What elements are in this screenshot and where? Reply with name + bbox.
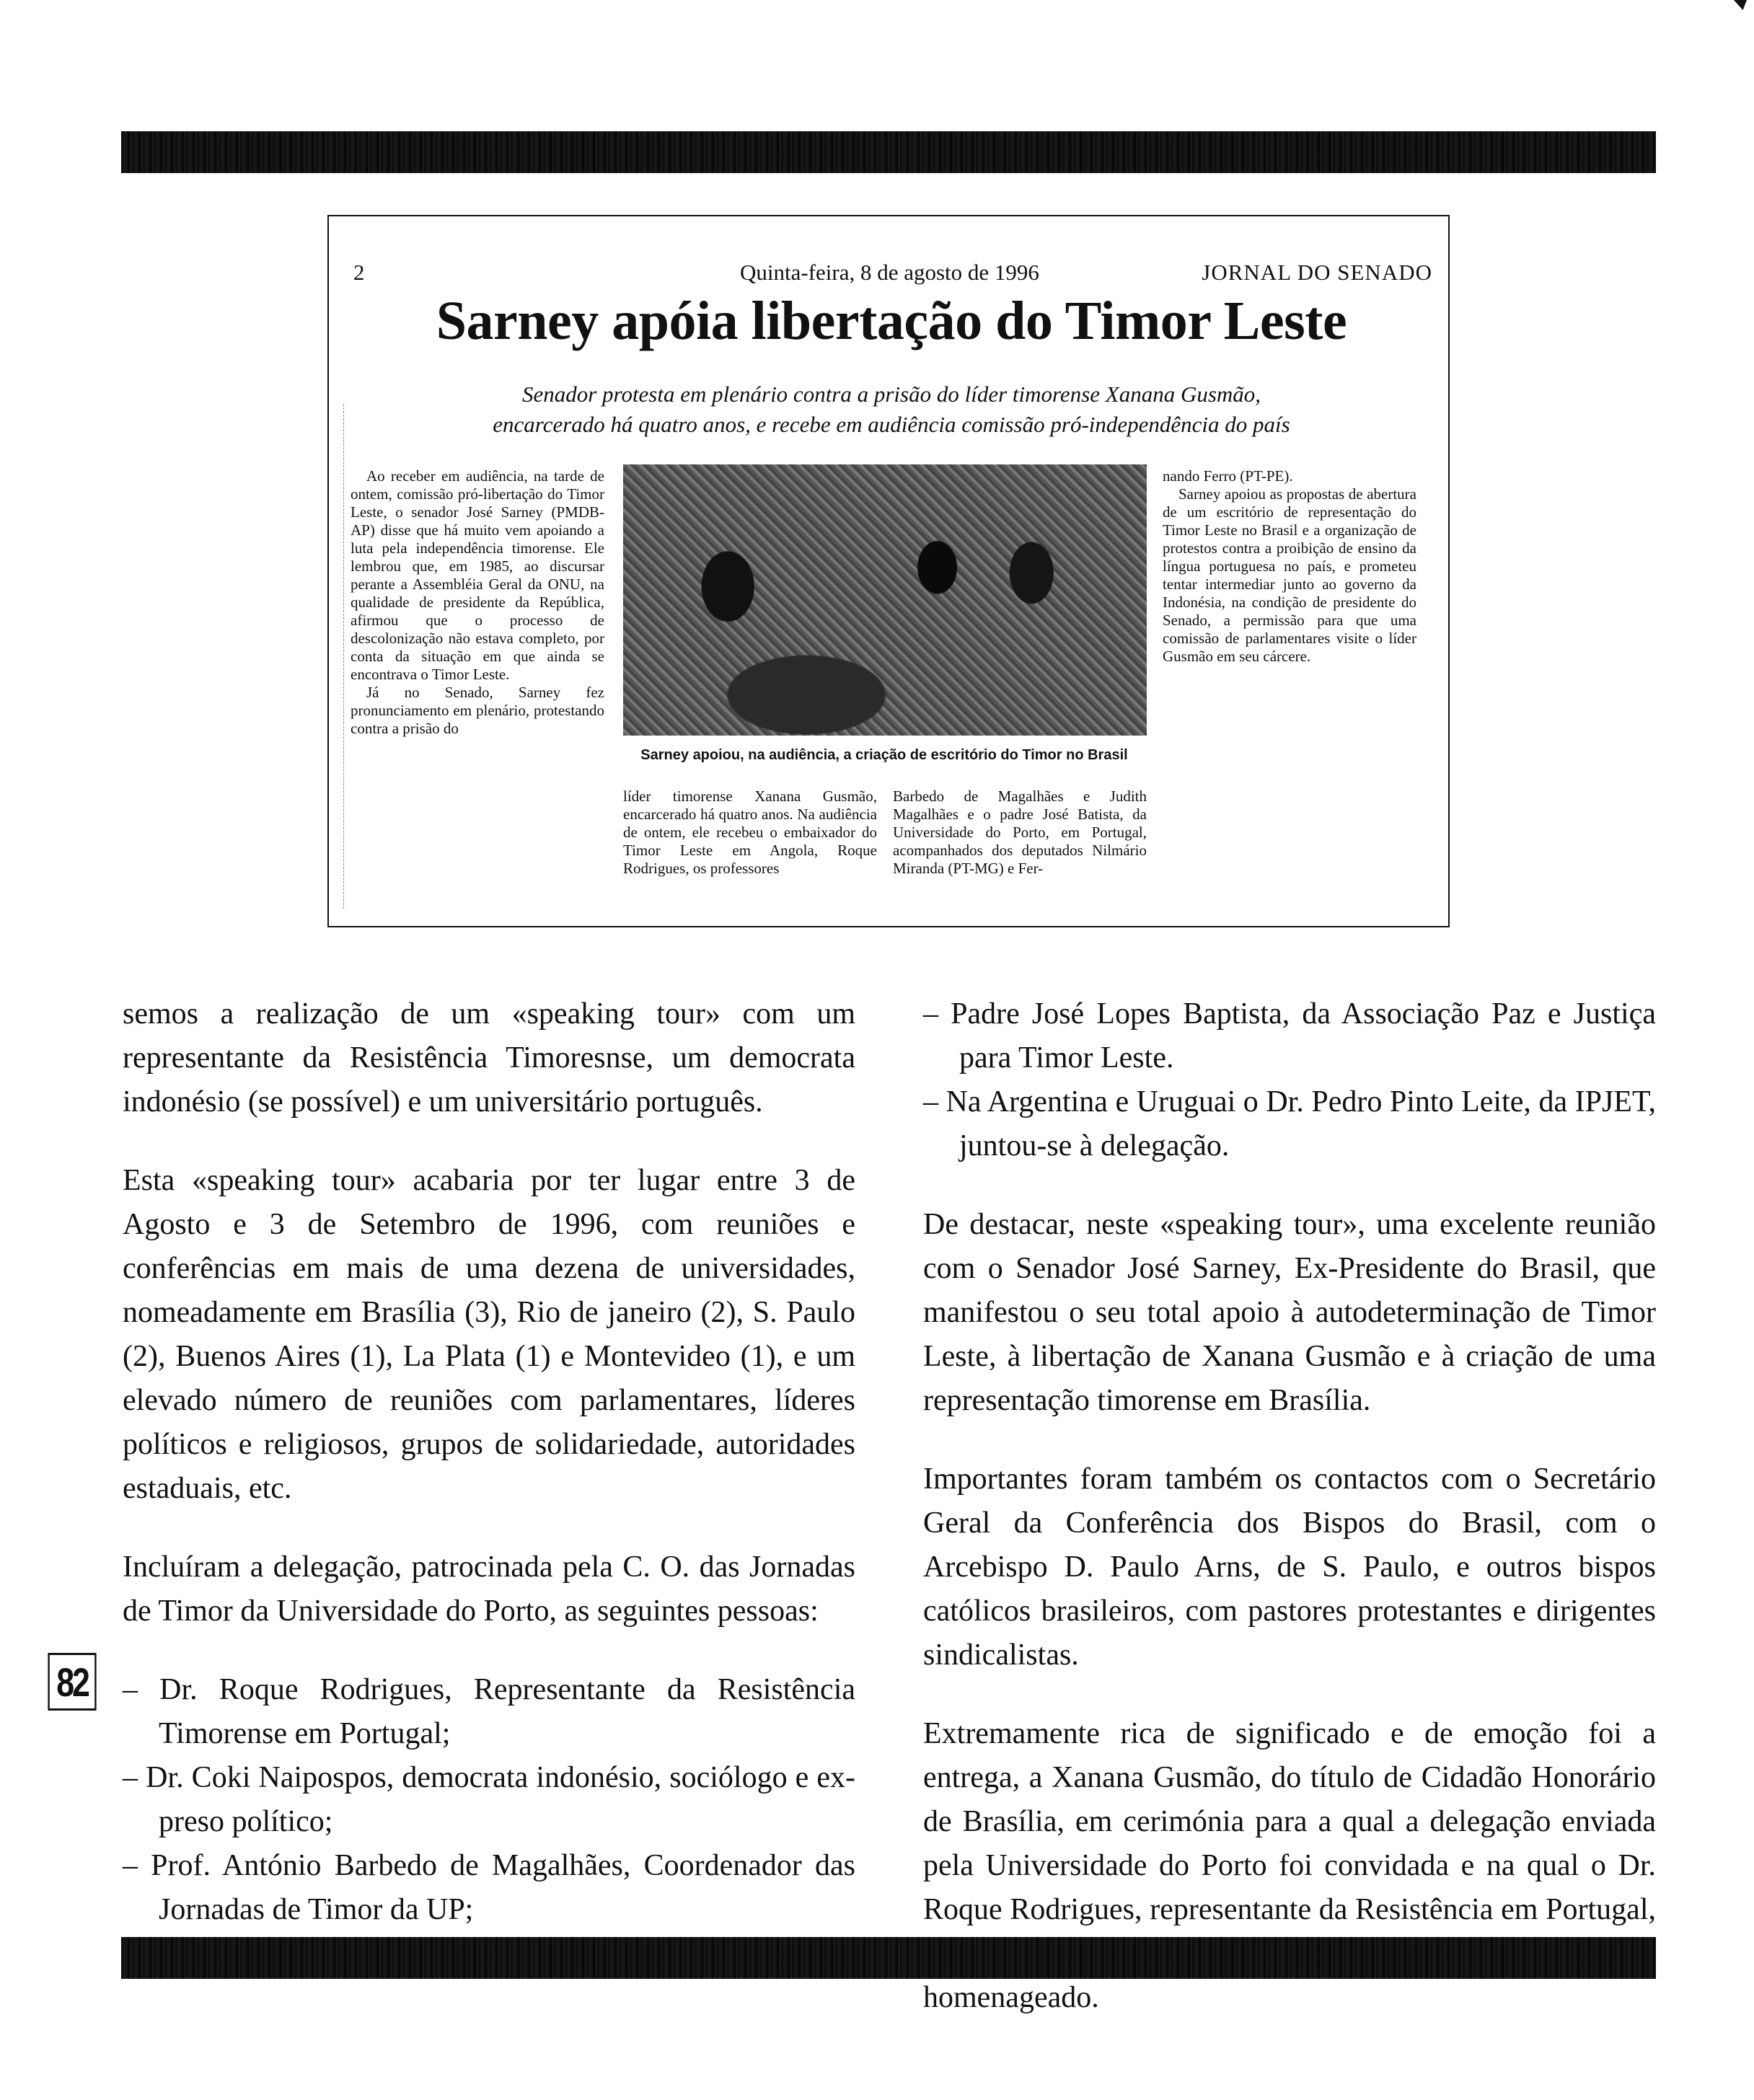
clipping-column-3 <box>893 788 1147 878</box>
body-paragraph: Importantes foram também os contactos com o Secretário Geral da Conferência dos Bispos do Brasil, com o Arcebispo D. Paulo Arns, de S. Paulo, e outros bispos católicos brasileiros, com pastores protestantes e dirigentes sindicalistas. <box>923 1462 1656 1672</box>
body-paragraph: De destacar, neste «speaking tour», uma excelente reunião com o Senador José Sarney, Ex-Presidente do Brasil, que manifestou o seu total apoio à autodeterminação de Timor Leste, à libertação de Xanana Gusmão e à criação de uma representação timorense em Brasília. <box>923 1208 1656 1417</box>
clipping-header <box>351 260 1432 288</box>
clipping-paragraph: Sarney apoiou as propostas de abertura de um escritório de representação do Timor Leste no Brasil e a organização de protestos contra a proibição de ensino da língua portuguesa no país, e prometeu tentar intermediar junto ao governo da Indonésia, na condição de presidente do Senado, a permissão para que uma comissão de parlamentares visite o líder Gusmão em seu cárcere. <box>1163 485 1416 665</box>
clipping-page-number: 2 <box>353 260 365 285</box>
top-decorative-bar <box>121 131 1656 173</box>
page-number-box: 82 <box>48 1653 96 1711</box>
newspaper-name: JORNAL DO SENADO <box>1202 260 1432 285</box>
clipping-paragraph: nando Ferro (PT-PE). <box>1163 467 1293 485</box>
list-item: – Dr. Roque Rodrigues, Representante da Resistência Timorense em Portugal; <box>123 1668 855 1756</box>
clipping-paragraph: Barbedo de Magalhães e Judith Magalhães e o padre José Batista, da Universidade do Porto, em Portugal, acompanhados dos deputados Nilmário Miranda (PT-MG) e Fer- <box>893 788 1147 877</box>
subhead-line-1: Senador protesta em plenário contra a prisão do líder timorense Xanana Gusmão, <box>521 381 1261 407</box>
body-column-left <box>123 992 855 1932</box>
bottom-decorative-bar <box>121 1937 1656 1979</box>
newspaper-clipping <box>327 215 1450 927</box>
clipping-subhead <box>351 379 1432 440</box>
column-divider <box>343 404 344 909</box>
subhead-line-2: encarcerado há quatro anos, e recebe em audiência comissão pró-independência do país <box>493 412 1290 437</box>
list-item: – Padre José Lopes Baptista, da Associação Paz e Justiça para Timor Leste. <box>923 992 1656 1080</box>
corner-mark <box>1734 0 1747 10</box>
audience-photo <box>623 464 1147 736</box>
clipping-paragraph: Ao receber em audiência, na tarde de ontem, comissão pró-libertação do Timor Leste, o senador José Sarney (PMDB-AP) disse que há muito vem apoiando a luta pela independência timorense. Ele lembrou que, em 1985, ao discursar perante a Assembléia Geral da ONU, na qualidade de presidente da República, afirmou que o processo de descolonização não estava completo, por conta da situação em que ainda se encontrava o Timor Leste. <box>351 467 604 683</box>
delegation-list-continued <box>923 992 1656 1168</box>
list-item: – Dr. Coki Naipospos, democrata indonésio, sociólogo e ex-preso político; <box>123 1756 855 1844</box>
body-paragraph: Extremamente rica de significado e de emoção foi a entrega, a Xanana Gusmão, do título de Cidadão Honorário de Brasília, em cerimónia para a qual a delegação enviada pela Universidade do Porto foi convidada e na qual o Dr. Roque Rodrigues, representante da Resistência em Portugal, homenageado. <box>923 1717 1656 2014</box>
clipping-paragraph: líder timorense Xanana Gusmão, encarcerado há quatro anos. Na audiência de ontem, ele recebeu o embaixador do Timor Leste em Angola, Roque Rodrigues, os professores <box>623 788 877 877</box>
clipping-column-2 <box>623 788 877 878</box>
clipping-headline: Sarney apóia libertação do Timor Leste <box>436 291 1347 351</box>
clipping-date: Quinta-feira, 8 de agosto de 1996 <box>740 260 1039 285</box>
clipping-paragraph: Já no Senado, Sarney fez pronunciamento em plenário, protestando contra a prisão do <box>351 684 604 737</box>
clipping-column-4 <box>1163 467 1416 666</box>
list-item: – Prof. António Barbedo de Magalhães, Coordenador das Jornadas de Timor da UP; <box>123 1844 855 1932</box>
photo-caption: Sarney apoiou, na audiência, a criação de escritório do Timor no Brasil <box>640 747 1128 763</box>
clipping-column-1 <box>351 467 604 738</box>
delegation-list <box>123 1668 855 1932</box>
body-column-right <box>923 992 1656 2020</box>
body-paragraph: Esta «speaking tour» acabaria por ter lugar entre 3 de Agosto e 3 de Setembro de 1996, com reuniões e conferências em mais de uma dezena de universidades, nomeadamente em Brasília (3), Rio de janeiro (2), S. Paulo (2), Buenos Aires (1), La Plata (1) e Montevideo (1), e um elevado número de reuniões com parlamentares, líderes políticos e religiosos, grupos de solidariedade, autoridades estaduais, etc. <box>123 1164 855 1505</box>
body-paragraph: semos a realização de um «speaking tour» com um representante da Resistência Timoresnse, um democrata indonésio (se possível) e um universitário português. <box>123 997 855 1119</box>
body-paragraph: Incluíram a delegação, patrocinada pela C. O. das Jornadas de Timor da Universidade do Porto, as seguintes pessoas: <box>123 1550 855 1628</box>
list-item: – Na Argentina e Uruguai o Dr. Pedro Pinto Leite, da IPJET, juntou-se à delegação. <box>923 1080 1656 1168</box>
